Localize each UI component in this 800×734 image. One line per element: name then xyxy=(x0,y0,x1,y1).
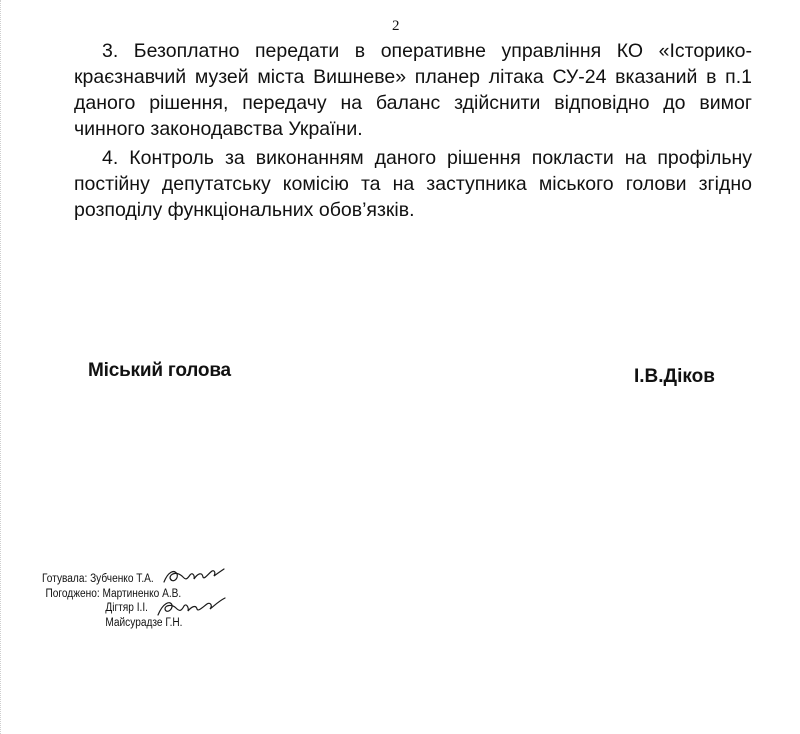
paragraph-4 xyxy=(74,145,752,223)
approval-footer xyxy=(42,572,182,630)
paragraph-number: 4. xyxy=(102,147,119,169)
agreed-by: Погоджено: Мартиненко А.В. xyxy=(45,587,182,600)
approver-digtyar: Дігтяр І.І. xyxy=(105,602,148,614)
prepared-by: Готувала: Зубченко Т.А. xyxy=(42,573,154,585)
paragraph-text: Контроль за виконанням даного рішення покласти на профільну постійну депутатську комісію та на заступника міського голови згідно розподілу функціональних обов’язків. xyxy=(74,147,752,221)
paragraph-text: Безоплатно передати в оперативне управління КО «Історико-краєзнавчий музей міста Вишневе» планер літака СУ-24 вказаний в п.1 даного рішення, передачу на баланс здійснити відповідно до вимог чинного законодавства України. xyxy=(74,40,752,140)
scan-edge xyxy=(0,0,4,734)
document-body xyxy=(74,38,752,226)
signatory-name: І.В.Діков xyxy=(634,366,715,387)
paragraph-number: 3. xyxy=(102,40,119,62)
paragraph-3 xyxy=(74,38,752,142)
page-number: 2 xyxy=(392,18,400,34)
approver-maisuradze: Майсурадзе Г.Н. xyxy=(105,616,183,629)
signatory-title: Міський голова xyxy=(88,360,231,381)
